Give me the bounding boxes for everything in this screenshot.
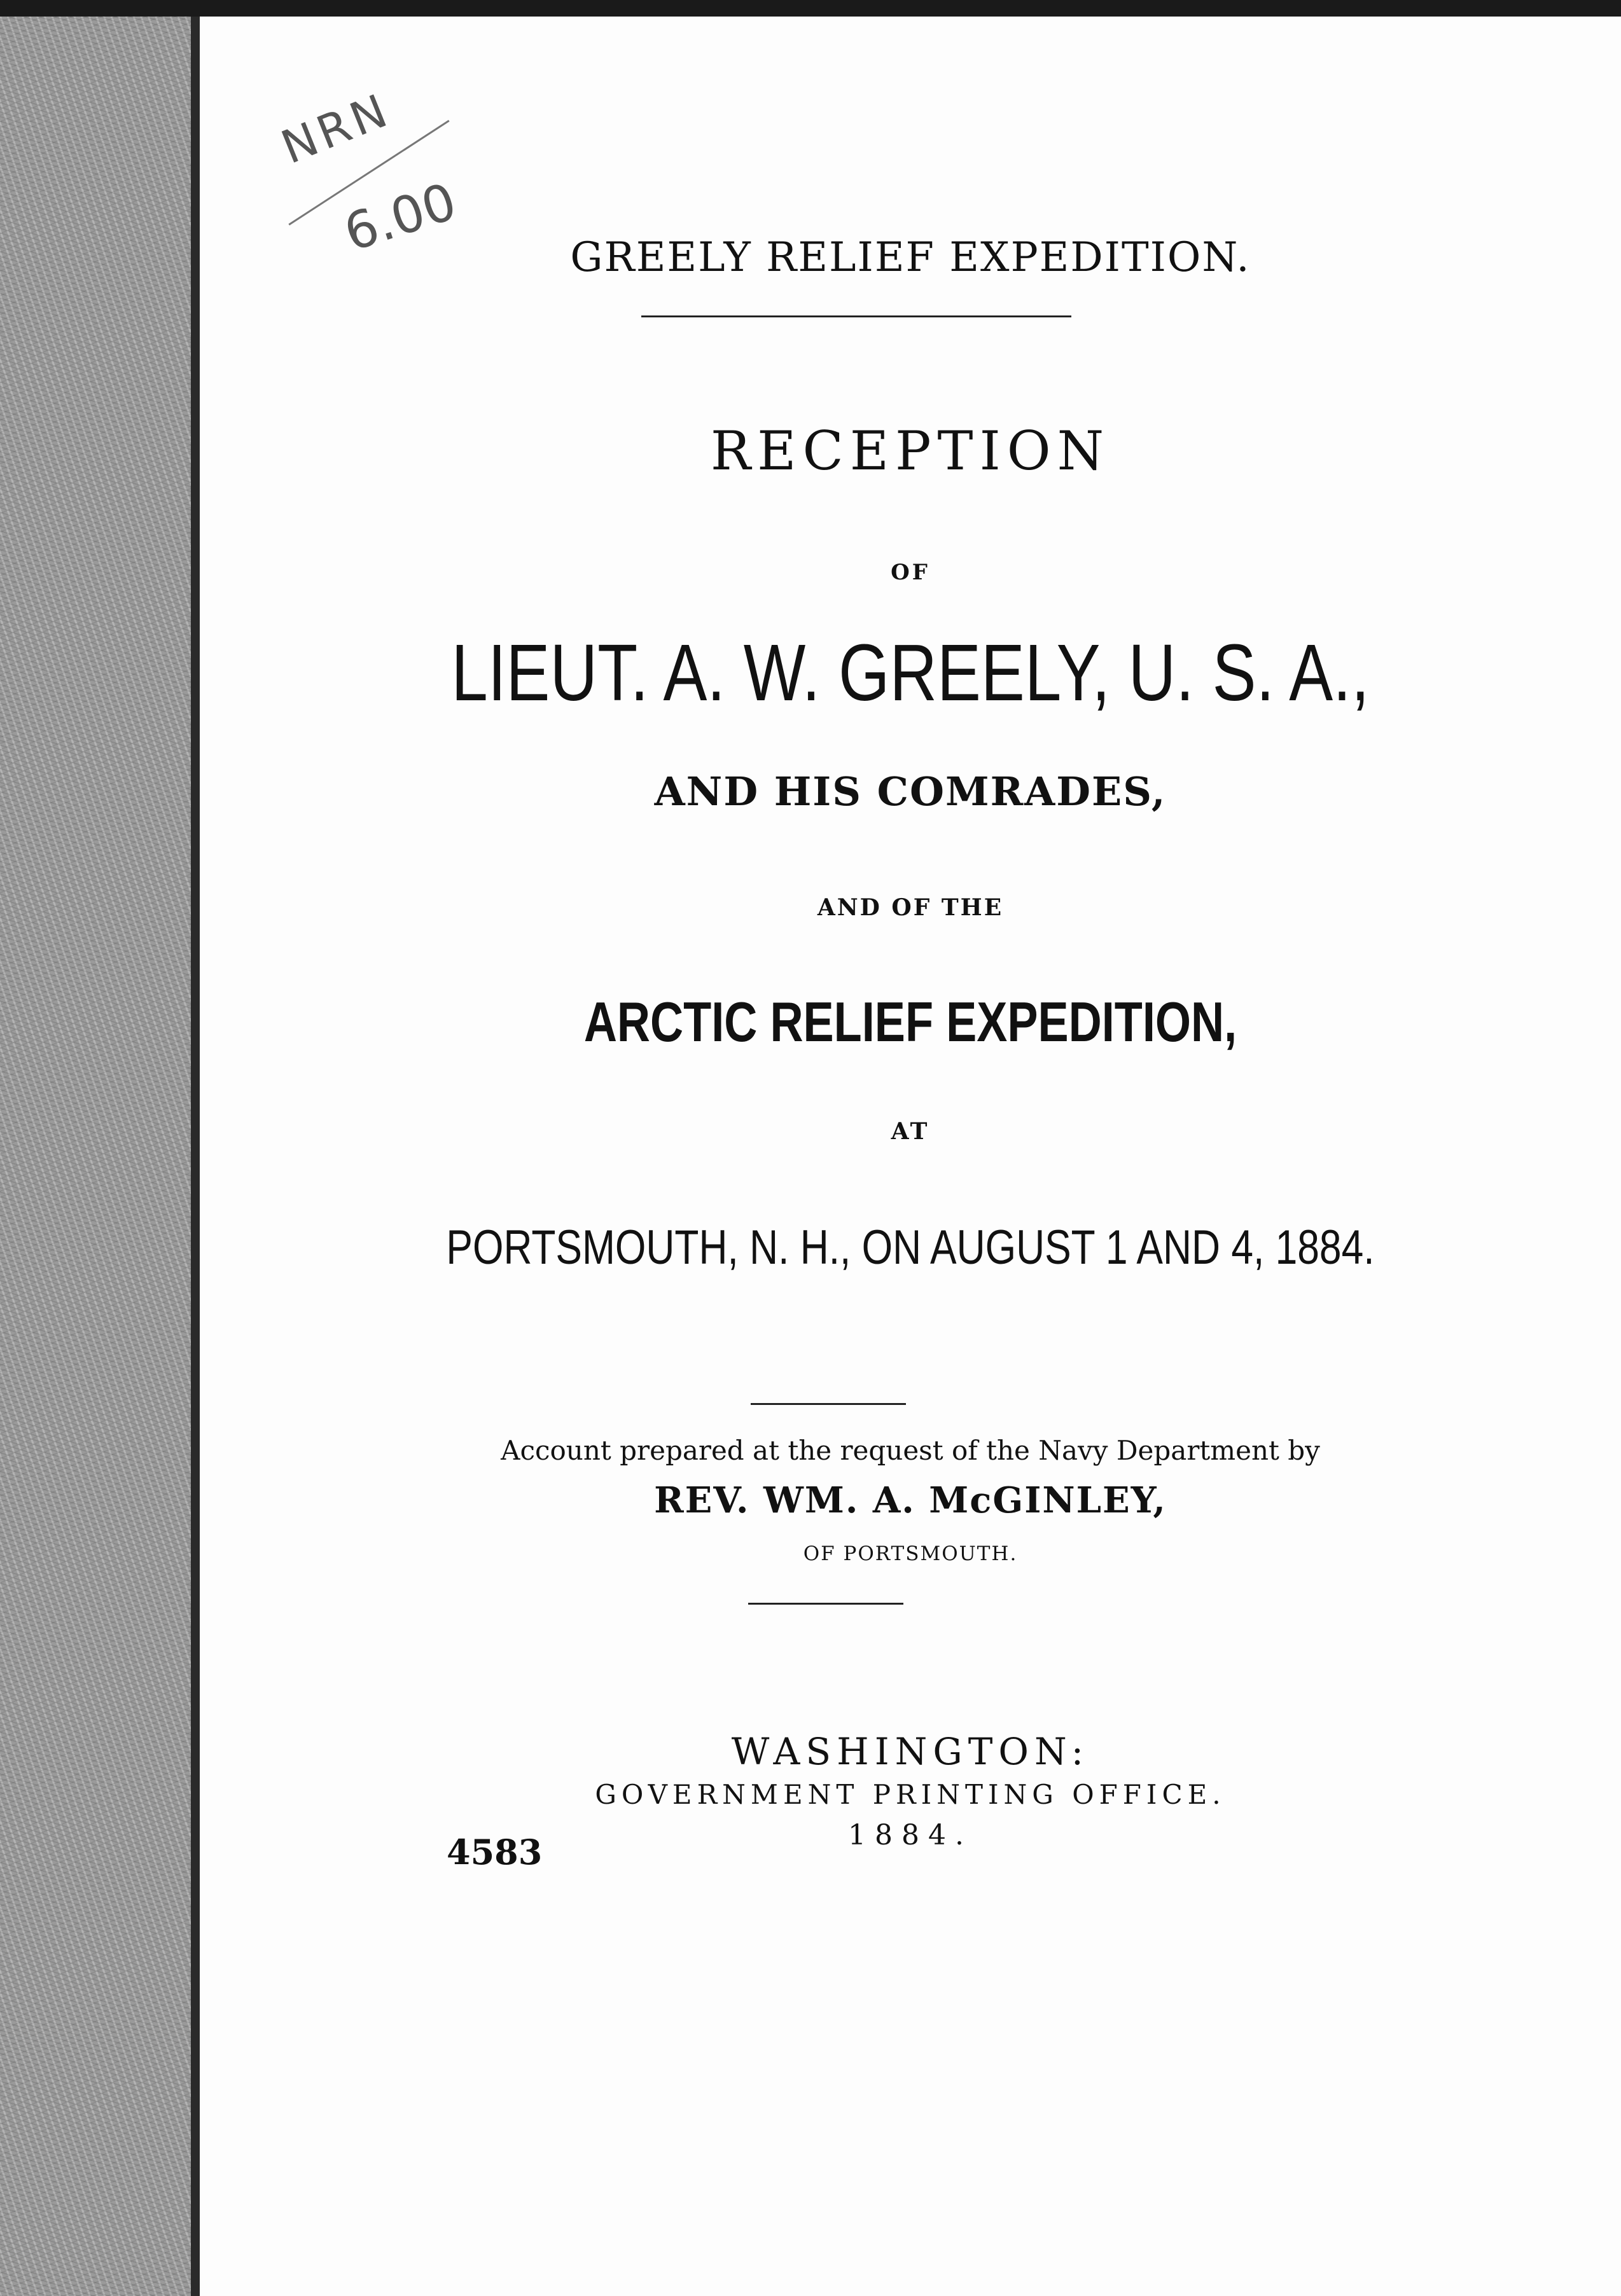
scan-top-border [0, 0, 1621, 17]
imprint-publisher: GOVERNMENT PRINTING OFFICE. [595, 1779, 1226, 1810]
author-name: REV. WM. A. McGINLEY, [654, 1479, 1167, 1521]
series-title: GREELY RELIEF EXPEDITION. [570, 234, 1251, 281]
author-origin: OF PORTSMOUTH. [803, 1542, 1018, 1565]
account-line: Account prepared at the request of the Navy Department by [501, 1435, 1320, 1466]
imprint-city: WASHINGTON: [731, 1730, 1090, 1773]
title-page [200, 17, 1621, 2296]
catalog-number: 4583 [447, 1832, 543, 1872]
imprint-year: 1884. [848, 1819, 973, 1851]
handwritten-price: 6.00 [337, 171, 464, 263]
expedition-name: ARCTIC RELIEF EXPEDITION, [583, 990, 1237, 1053]
divider-rule-lower [748, 1603, 903, 1605]
at-line: AT [891, 1118, 930, 1145]
place-date: PORTSMOUTH, N. H., ON AUGUST 1 AND 4, 1884. [446, 1221, 1375, 1275]
handwritten-code: NRN [274, 83, 398, 174]
spine-edge [191, 17, 200, 2296]
honoree-name: LIEUT. A. W. GREELY, U. S. A., [451, 628, 1370, 717]
and-of-the-line: AND OF THE [817, 894, 1004, 921]
divider-rule-middle [751, 1403, 906, 1405]
heading: RECEPTION [710, 420, 1111, 482]
of-line: OF [891, 560, 930, 585]
comrades-line: AND HIS COMRADES, [654, 768, 1167, 815]
book-spine [0, 17, 197, 2296]
divider-rule-top [641, 315, 1071, 317]
